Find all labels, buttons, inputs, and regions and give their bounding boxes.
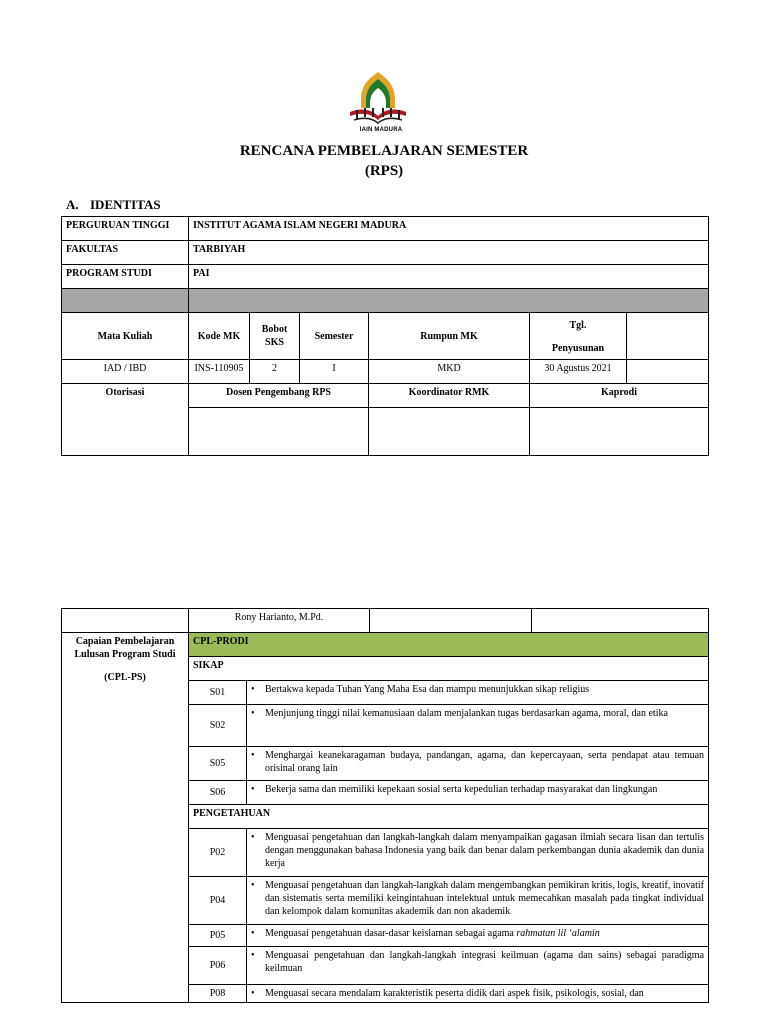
sikap-heading: SIKAP <box>189 657 709 681</box>
cpl-code: P02 <box>189 829 247 877</box>
cpl-description <box>247 985 709 1003</box>
cpl-text-italic: rahmatan lil ‘alamin <box>516 928 600 939</box>
cpl-description <box>247 877 709 925</box>
cpl-code: P08 <box>189 985 247 1003</box>
pengetahuan-heading: PENGETAHUAN <box>189 805 709 829</box>
identity-label: PERGURUAN TINGGI <box>62 217 189 241</box>
identity-row <box>62 217 709 241</box>
cpl-description <box>247 829 709 877</box>
bullet-icon: • <box>251 988 255 999</box>
course-value-row <box>62 360 709 384</box>
koordinator-rmk-label: Koordinator RMK <box>369 384 530 408</box>
cpl-text: Menjunjung tinggi nilai kemanusiaan dalam menjalankan tugas berdasarkan agama, moral, dan etika <box>265 708 668 719</box>
identity-row <box>62 265 709 289</box>
cpl-code: S06 <box>189 781 247 805</box>
section-number: A. <box>66 197 79 212</box>
cpl-ps-label <box>62 633 189 1003</box>
kaprodi-label: Kaprodi <box>530 384 709 408</box>
otorisasi-header-row <box>62 384 709 408</box>
cpl-label-line2: Lulusan Program Studi <box>74 649 176 660</box>
header-bobot-sks: Bobot SKS <box>250 313 300 360</box>
gray-band-row <box>62 289 709 313</box>
bullet-icon: • <box>251 832 255 843</box>
bullet-icon: • <box>251 708 255 719</box>
cpl-code: S02 <box>189 705 247 747</box>
identity-value: TARBIYAH <box>189 241 709 265</box>
cpl-code: P05 <box>189 925 247 947</box>
header-rumpun-mk: Rumpun MK <box>369 313 530 360</box>
cpl-text: Menghargai keanekaragaman budaya, pandangan, agama, dan kepercayaan, serta pendapat atau temuan orisinal orang lain <box>265 750 705 774</box>
logo-caption: IAIN MADURA <box>359 127 403 133</box>
cpl-text: Menguasai pengetahuan dasar-dasar keislaman sebagai agama <box>265 928 517 939</box>
identity-label: PROGRAM STUDI <box>62 265 189 289</box>
bullet-icon: • <box>251 950 255 961</box>
cpl-label-line1: Capaian Pembelajaran <box>75 636 175 647</box>
cpl-table <box>61 608 709 1003</box>
identity-value: PAI <box>189 265 709 289</box>
signature-cell <box>369 408 530 456</box>
empty-cell <box>532 609 709 633</box>
cpl-text: Menguasai secara mendalam karakteristik peserta didik dari aspek fisik, psikologis, sosial, dan <box>265 988 644 999</box>
identity-table <box>61 216 709 456</box>
empty-cell <box>62 609 189 633</box>
cpl-text: Menguasai pengetahuan dan langkah-langkah dalam mengembangkan pemikiran kritis, logis, kreatif, inovatif dan sistematis serta memiliki keingintahuan intelektual untuk memecahkan masalah pada tingkat individual dan kelompok dalam komunitas akademik dan non akademik <box>265 880 705 917</box>
bullet-icon: • <box>251 784 255 795</box>
value-mata-kuliah: IAD / IBD <box>62 360 189 384</box>
value-tgl-penyusunan: 30 Agustus 2021 <box>530 360 627 384</box>
cpl-text: Menguasai pengetahuan dan langkah-langkah integrasi keilmuan (agama dan sains) sebagai paradigma keilmuan <box>265 950 705 974</box>
cpl-code: S05 <box>189 747 247 781</box>
cpl-description <box>247 747 709 781</box>
cpl-prodi-row <box>62 633 709 657</box>
cpl-description <box>247 681 709 705</box>
identity-row <box>62 241 709 265</box>
header-tgl-line2: Penyusunan <box>551 342 605 354</box>
section-heading <box>66 197 161 213</box>
header-tgl-line1: Tgl. <box>569 319 587 331</box>
course-header-row <box>62 313 709 360</box>
cpl-prodi-heading: CPL-PRODI <box>189 633 709 657</box>
gray-band-cell <box>189 289 709 313</box>
gray-band-cell <box>62 289 189 313</box>
empty-cell <box>370 609 532 633</box>
empty-cell <box>627 313 709 360</box>
signature-cell <box>530 408 709 456</box>
value-bobot-sks: 2 <box>250 360 300 384</box>
section-title: IDENTITAS <box>90 197 161 212</box>
empty-cell <box>627 360 709 384</box>
value-rumpun-mk: MKD <box>369 360 530 384</box>
cpl-text: Menguasai pengetahuan dan langkah-langkah dalam menyampaikan gagasan ilmiah secara lisan dan tertulis dengan menggunakan bahasa Indonesia yang baik dan benar dalam perkembangan dunia akademik dan dunia kerja <box>265 832 705 869</box>
cpl-description <box>247 925 709 947</box>
dosen-pengembang-label: Dosen Pengembang RPS <box>189 384 369 408</box>
bullet-icon: • <box>251 928 255 939</box>
otorisasi-label: Otorisasi <box>62 384 189 456</box>
cpl-description <box>247 947 709 985</box>
identity-label: FAKULTAS <box>62 241 189 265</box>
value-kode-mk: INS-110905 <box>189 360 250 384</box>
dosen-name: Rony Harianto, M.Pd. <box>189 609 370 633</box>
cpl-description <box>247 705 709 747</box>
header-semester: Semester <box>300 313 369 360</box>
document-title: RENCANA PEMBELAJARAN SEMESTER <box>239 143 529 159</box>
identity-value: INSTITUT AGAMA ISLAM NEGERI MADURA <box>189 217 709 241</box>
bullet-icon: • <box>251 750 255 761</box>
dosen-name-row <box>62 609 709 633</box>
header-mata-kuliah: Mata Kuliah <box>62 313 189 360</box>
bullet-icon: • <box>251 880 255 891</box>
header-kode-mk: Kode MK <box>189 313 250 360</box>
cpl-description <box>247 781 709 805</box>
signature-cell <box>189 408 369 456</box>
value-semester: I <box>300 360 369 384</box>
header-tgl-penyusunan <box>530 313 627 360</box>
cpl-code: P04 <box>189 877 247 925</box>
cpl-text: Bertakwa kepada Tuhan Yang Maha Esa dan mampu menunjukkan sikap religius <box>265 684 590 695</box>
cpl-code: P06 <box>189 947 247 985</box>
cpl-label-line3: (CPL-PS) <box>104 672 146 683</box>
document-subtitle: (RPS) <box>364 163 404 179</box>
bullet-icon: • <box>251 684 255 695</box>
cpl-text: Bekerja sama dan memiliki kepekaan sosial serta kepedulian terhadap masyarakat dan lingkungan <box>265 784 658 795</box>
cpl-code: S01 <box>189 681 247 705</box>
